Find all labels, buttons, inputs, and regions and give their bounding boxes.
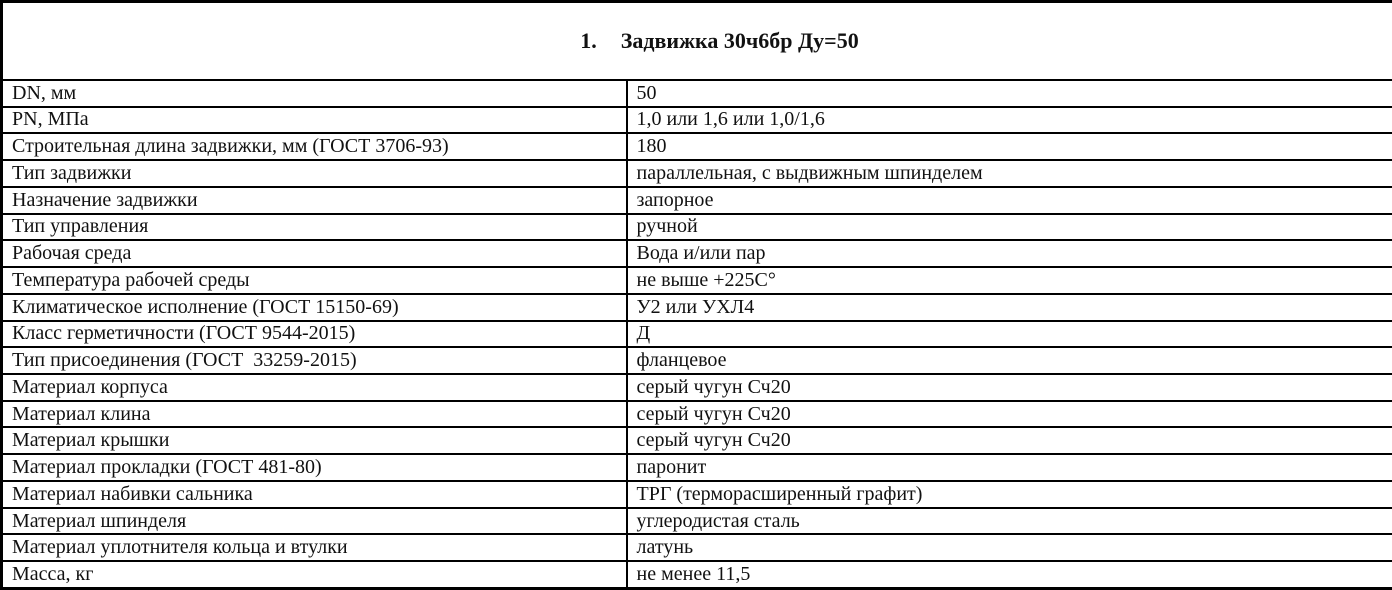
spec-value: серый чугун Сч20 (627, 374, 1392, 401)
spec-value: У2 или УХЛ4 (627, 294, 1392, 321)
table-title-number: 1. (580, 28, 597, 54)
spec-label: Материал клина (2, 401, 627, 428)
spec-label: Назначение задвижки (2, 187, 627, 214)
spec-label: Класс герметичности (ГОСТ 9544-2015) (2, 321, 627, 348)
spec-value: 180 (627, 133, 1392, 160)
table-title-text: Задвижка 30ч6бр Ду=50 (620, 28, 859, 54)
table-header-row (2, 2, 1392, 80)
spec-label: DN, мм (2, 80, 627, 107)
spec-value: параллельная, с выдвижным шпинделем (627, 160, 1392, 187)
spec-label: Тип задвижки (2, 160, 627, 187)
spec-value: ТРГ (терморасширенный графит) (627, 481, 1392, 508)
spec-value: 1,0 или 1,6 или 1,0/1,6 (627, 107, 1392, 134)
table-row (2, 508, 1392, 535)
spec-label: Материал крышки (2, 427, 627, 454)
spec-label: Масса, кг (2, 561, 627, 588)
spec-label: Температура рабочей среды (2, 267, 627, 294)
spec-label: Материал прокладки (ГОСТ 481-80) (2, 454, 627, 481)
spec-label: Строительная длина задвижки, мм (ГОСТ 3706-93) (2, 133, 627, 160)
spec-label: Материал набивки сальника (2, 481, 627, 508)
spec-label: Материал уплотнителя кольца и втулки (2, 534, 627, 561)
spec-value: Вода и/или пар (627, 240, 1392, 267)
table-row (2, 133, 1392, 160)
spec-value: Д (627, 321, 1392, 348)
table-row (2, 347, 1392, 374)
spec-value: углеродистая сталь (627, 508, 1392, 535)
table-row (2, 107, 1392, 134)
spec-value: не выше +225С° (627, 267, 1392, 294)
table-row (2, 401, 1392, 428)
spec-value: паронит (627, 454, 1392, 481)
table-row (2, 240, 1392, 267)
table-row (2, 481, 1392, 508)
spec-label: Рабочая среда (2, 240, 627, 267)
table-row (2, 374, 1392, 401)
spec-label: Материал шпинделя (2, 508, 627, 535)
table-row (2, 427, 1392, 454)
spec-label: PN, МПа (2, 107, 627, 134)
table-row (2, 214, 1392, 241)
table-row (2, 160, 1392, 187)
spec-label: Тип управления (2, 214, 627, 241)
spec-label: Климатическое исполнение (ГОСТ 15150-69) (2, 294, 627, 321)
table-row (2, 294, 1392, 321)
spec-value: не менее 11,5 (627, 561, 1392, 588)
table-row (2, 561, 1392, 588)
spec-value: запорное (627, 187, 1392, 214)
spec-value: 50 (627, 80, 1392, 107)
table-row (2, 267, 1392, 294)
table-row (2, 80, 1392, 107)
spec-value: фланцевое (627, 347, 1392, 374)
table-row (2, 534, 1392, 561)
spec-label: Тип присоединения (ГОСТ 33259-2015) (2, 347, 627, 374)
spec-value: серый чугун Сч20 (627, 427, 1392, 454)
table-title (2, 2, 1392, 80)
table-row (2, 187, 1392, 214)
table-row (2, 321, 1392, 348)
spec-value: латунь (627, 534, 1392, 561)
spec-value: ручной (627, 214, 1392, 241)
spec-value: серый чугун Сч20 (627, 401, 1392, 428)
spec-label: Материал корпуса (2, 374, 627, 401)
table-row (2, 454, 1392, 481)
